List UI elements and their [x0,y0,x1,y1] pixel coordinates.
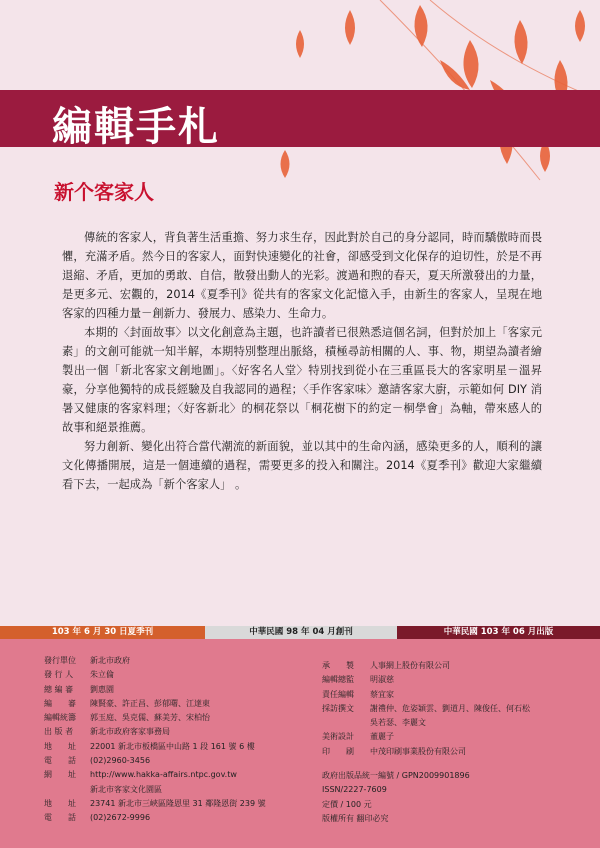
publish-date: 中華民國 103 年 06 月出版 [397,626,600,639]
price-text: 定價 / 100 元 [322,799,372,809]
article-subtitle: 新个客家人 [54,180,154,204]
credit-label: 電 話 [44,813,76,823]
credit-row [44,725,314,739]
credit-label: 網 址 [44,770,76,780]
credits-left [44,654,314,826]
credit-label: 責任編輯 [322,689,354,699]
copyright-text: 版權所有 翻印必究 [322,813,389,823]
paragraph: 傳統的客家人，背負著生活重擔、努力求生存，因此對於自己的身分認同，時而驕傲時而畏懼，充滿矛盾。然今日的客家人，面對快速變化的社會，卻感受到文化保存的迫切性，於是不再退縮、矛盾，更加的勇敢、自信，散發出動人的光彩。渡過和煦的春天，夏天所激發出的力量，是更多元、宏觀的，2014《夏季刊》從共有的客家文化記憶入手，由新生的客家人，呈現在地客家的四種力量－創新力、發展力、感染力、生命力。 [62,231,542,320]
issn-text: ISSN/2227-7609 [322,785,387,795]
credits-right [322,659,582,826]
credit-value: (02)2672-9996 [90,813,151,823]
article-body [62,228,542,494]
credit-value: 郭玉庭、吳克儒、蘇美芳、宋柏怡 [90,713,210,723]
credit-value: 新北市政府 [90,656,130,665]
credit-row [44,740,314,754]
credit-label: 地 址 [44,798,76,808]
credit-value: 新北市政府客家事務局 [90,727,170,737]
credit-label: 印 刷 [322,746,354,756]
credit-row [322,745,582,759]
credit-label: 編輯統籌 [44,713,76,723]
issue-date: 103 年 6 月 30 日夏季刊 [0,626,205,639]
credit-label [322,716,370,730]
credit-label: 承 製 [322,661,354,670]
credit-label: 發行單位 [44,656,76,665]
credit-label: 地 址 [44,741,76,751]
credit-label: 美術設計 [322,732,354,742]
credit-value: 陳賢豪、許正昌、彭郁曙、江達東 [90,698,210,708]
credit-label: 採訪撰文 [322,703,354,713]
credit-row [322,730,582,744]
credit-row [44,768,314,782]
credit-label [44,783,90,797]
credit-label: 編 審 [44,698,76,708]
credit-row [44,711,314,725]
credit-label: 發 行 人 [44,670,74,680]
paragraph: 本期的〈封面故事〉以文化創意為主題，也許讀者已很熟悉這個名詞，但對於加上「客家元素」的文創可能就一知半解，本期特別整理出脈絡，積極尋訪相關的人、事、物，期望為讀者繪製出一個「新北客家文創地圖」。〈好客名人堂〉特別找到從小在三重區長大的客家明星－溫昇豪，分享他獨特的成長經驗及自我認同的過程；〈手作客家味〉邀請客家大廚，示範如何 DIY 消暑又健康的客家料理；〈好客新北〉的桐花祭以「桐花樹下的約定－桐學會」為軸，帶來感人的故事和絕景推薦。 [62,326,542,434]
credit-row [322,659,582,673]
credit-label: 出 版 者 [44,727,74,737]
credit-row [44,683,314,697]
credit-row [44,697,314,711]
credit-row [44,754,314,768]
website-link[interactable]: http://www.hakka-affairs.ntpc.gov.tw [90,770,237,780]
founding-date: 中華民國 98 年 04 月創刊 [205,626,397,639]
credit-value: 蔡宜家 [370,689,394,699]
credit-value: 22001 新北市板橋區中山路 1 段 161 號 6 樓 [90,741,255,751]
credit-value: 23741 新北市三峽區隆恩里 31 鄰隆恩街 239 號 [90,798,266,808]
credit-row [44,654,314,668]
credit-row [44,668,314,682]
credit-value: 朱立倫 [90,670,114,680]
paragraph: 努力創新、變化出符合當代潮流的新面貌，並以其中的生命內涵，感染更多的人，順利的讓文化傳播開展，這是一個連續的過程，需要更多的投入和關注。2014《夏季刊》歡迎大家繼續看下去，一起成為「新个客家人」 。 [62,440,542,491]
credit-row [44,797,314,811]
credit-row [322,716,582,730]
credit-row [44,783,314,797]
credit-value: (02)2960-3456 [90,756,151,766]
credit-label: 電 話 [44,756,76,766]
credit-row [322,673,582,687]
credit-label: 編輯總監 [322,675,354,685]
credit-value: 新北市客家文化園區 [90,784,162,794]
credit-label: 總 編 審 [44,684,74,694]
credit-row [322,688,582,702]
credit-value: 董麗子 [370,732,394,742]
issue-strip [0,626,600,639]
credit-value: 吳若瑟、李麗文 [370,718,426,728]
page-title: 編輯手札 [52,103,220,150]
credit-value: 明淑慈 [370,675,394,685]
credit-value: 人事網上股份有限公司 [370,661,450,670]
credit-value: 謝禮仲、危姿穎雲、劉道月、陳俊任、何石松 [370,703,530,713]
credit-row [44,811,314,825]
credit-value: 中茂印刷事業股份有限公司 [370,746,466,756]
gpn-text: 政府出版品統一編號 / GPN2009901896 [322,771,470,781]
credit-value: 劉惠園 [90,684,114,694]
credit-row [322,702,582,716]
